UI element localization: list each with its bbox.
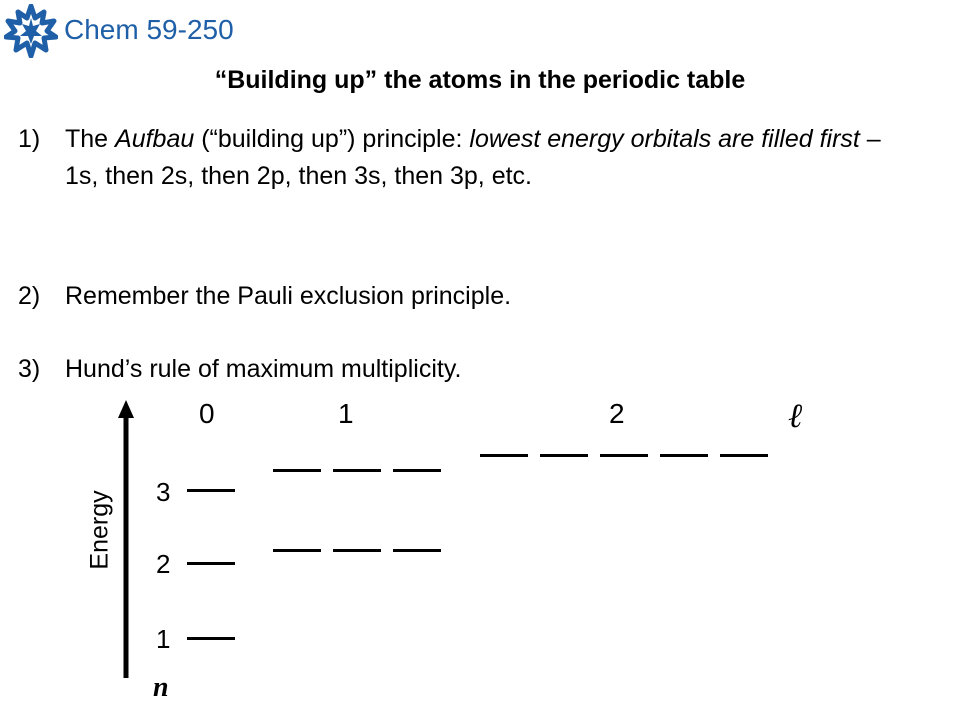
item-number: 1) [18, 125, 41, 153]
slide-title: “Building up” the atoms in the periodic table [214, 66, 746, 94]
text-run: The [65, 125, 116, 153]
l-symbol: ℓ [788, 396, 803, 436]
item-text: Remember the Pauli exclusion principle. [65, 282, 512, 310]
energy-axis-arrow [110, 400, 140, 682]
orbital-2p [273, 549, 321, 552]
orbital-3d [480, 454, 528, 457]
orbital-3d [600, 454, 648, 457]
orbital-2s [187, 562, 235, 565]
principle-statement: lowest energy orbitals are filled first [469, 125, 860, 153]
l-value-0: 0 [199, 398, 215, 429]
course-name: Chem 59-250 [64, 14, 234, 45]
orbital-3p [273, 469, 321, 472]
item-number: 3) [18, 355, 41, 383]
orbital-3d [720, 454, 768, 457]
n-value-3: 3 [156, 477, 171, 507]
item-text [65, 121, 915, 195]
aufbau-term: Aufbau [115, 125, 195, 153]
n-symbol: n [153, 672, 169, 703]
orbital-1s [187, 637, 235, 640]
item-number: 2) [18, 282, 41, 310]
orbital-3d [660, 454, 708, 457]
energy-axis-label: Energy [85, 490, 114, 570]
text-run: (“building up”) principle: [194, 125, 470, 153]
item-text: Hund’s rule of maximum multiplicity. [65, 355, 462, 383]
l-value-1: 1 [338, 398, 354, 429]
text-run: – 1s, then 2s, then 2p, then 3s, then 3p, etc. [65, 125, 881, 190]
l-value-2: 2 [609, 398, 625, 429]
orbital-3p [333, 469, 381, 472]
maple-leaf-logo-icon [4, 4, 58, 58]
orbital-3d [540, 454, 588, 457]
orbital-2p [333, 549, 381, 552]
n-value-1: 1 [156, 624, 171, 654]
orbital-3p [393, 469, 441, 472]
orbital-2p [393, 549, 441, 552]
n-value-2: 2 [156, 549, 171, 579]
orbital-3s [187, 489, 235, 492]
